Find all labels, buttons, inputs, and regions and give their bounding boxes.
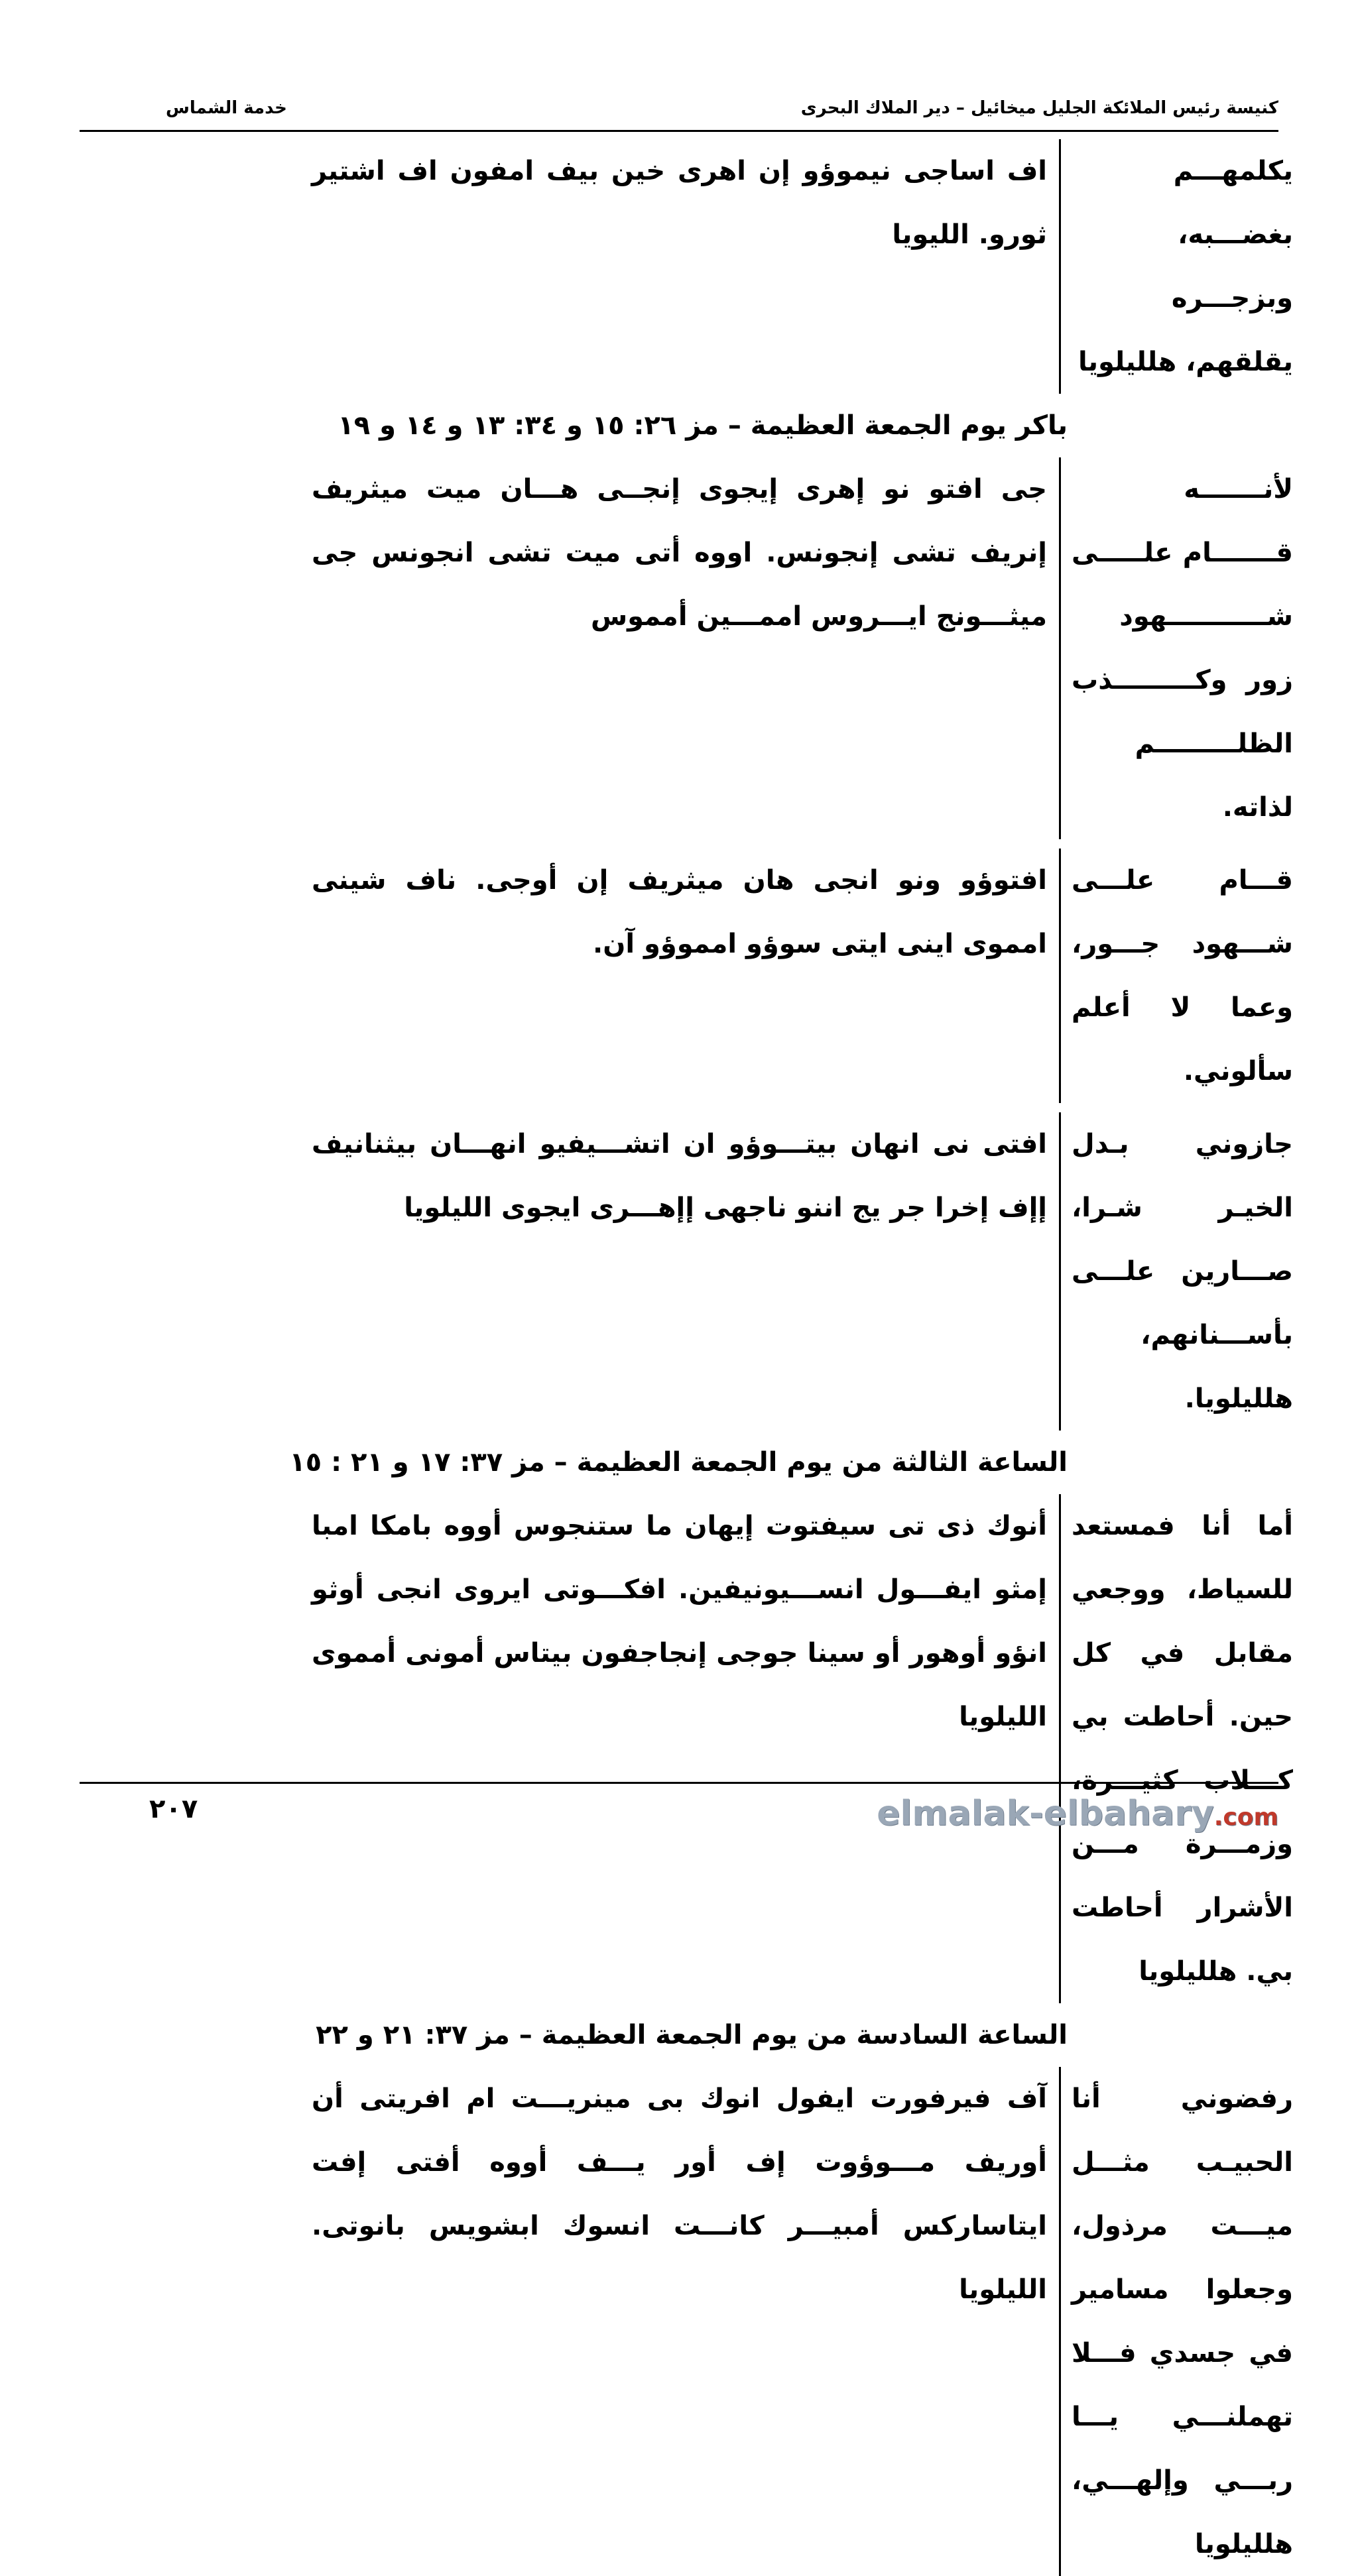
logo-tld: .com bbox=[1213, 1804, 1278, 1831]
verse-row bbox=[312, 1494, 1293, 2003]
coptic-transliteration: افتى نى انهان بيتـــوؤو ان اتشـــيفيو انهـــان بيثنانيف إإف إخرا جر يج اننو ناجهى إإهـــرى ايجوى الليلويا bbox=[312, 1112, 1061, 1431]
verse-row bbox=[312, 849, 1293, 1103]
block-0 bbox=[312, 139, 1293, 394]
service-title: خدمة الشماس bbox=[166, 98, 287, 118]
page-number: ٢٠٧ bbox=[149, 1794, 198, 1824]
page-header bbox=[80, 93, 1278, 132]
verse-row bbox=[312, 1112, 1293, 1431]
block-3 bbox=[312, 2003, 1293, 2576]
coptic-transliteration: افتوؤو ونو انجى هان ميثريف إن أوجى. ناف شينى امموى اينى ايتى سوؤو امموؤو آن. bbox=[312, 849, 1061, 1103]
section-heading: الساعة السادسة من يوم الجمعة العظيمة – مز ٣٧: ٢١ و ٢٢ bbox=[316, 2020, 1068, 2050]
block-2 bbox=[289, 1431, 1293, 2003]
coptic-transliteration: اف اساجى نيموؤو إن اهرى خين بيف امفون اف اشتير ثورو. الليويا bbox=[312, 139, 1061, 394]
coptic-transliteration: آف فيرفورت ايفول انوك بى مينريـــت ام افريتى أن أوريف مـــوؤوت إف أور يـــف أووه أفتى إفت ايتاساركس أمبيـــر كانـــت انسوك ابشويس بانوتى. الليلويا bbox=[312, 2067, 1061, 2576]
verse-row bbox=[312, 2067, 1293, 2576]
arabic-text: قـــام علـــى شـــهود جـــور، وعما لا أعلم سألوني. bbox=[1072, 865, 1293, 1086]
block-1 bbox=[312, 394, 1293, 1431]
verse-row bbox=[312, 139, 1293, 394]
church-title: كنيسة رئيس الملائكة الجليل ميخائيل – دير الملاك البحرى bbox=[800, 98, 1278, 118]
footer-divider bbox=[80, 1782, 1278, 1784]
coptic-transliteration: جى افتو نو إهرى إيجوى إنجــى هـــان ميت ميثريف إنريف تشى إنجونس. اووه أتى ميت تشى انجونس جى ميثـــونج ايـــروس اممـــين أمموس bbox=[312, 457, 1061, 839]
logo-text: elmalak-elbahary bbox=[877, 1794, 1214, 1834]
arabic-text: رفضوني أنا الحبيـب مثـــل ميـــت مرذول، وجعلوا مسامير في جسدي فـــلا تهملنـــي يـــا ربـــي وإلهـــي، هلليلويا bbox=[1072, 2083, 1293, 2559]
arabic-text: جازوني بـدل الخيـر شـرا، صـــارين علـــى بأســـنانهم، هلليلويا. bbox=[1072, 1129, 1293, 1414]
arabic-text: يكلمهـــم بغضـــبه، وبزجـــره يقلقهم، هلليلويا bbox=[1078, 156, 1293, 377]
arabic-text: أما أنا فمستعد للسياط، ووجعي مقابل في كل حين. أحاطت بي كـــلاب كثيـــرة، وزمـــرة مـــن الأشرار أحاطت بي. هلليلويا bbox=[1072, 1511, 1293, 1987]
verse-row bbox=[312, 457, 1293, 839]
section-heading: الساعة الثالثة من يوم الجمعة العظيمة – مز ٣٧: ١٧ و ٢١ : ١٥ bbox=[289, 1447, 1068, 1478]
arabic-text: لأنـــــــه قـــــــام علـــــى شـــــــــــهود زور وكـــــــــذب الظلـــــــــم لذاته. bbox=[1072, 474, 1293, 823]
coptic-transliteration: أنوك ذى تى سيفتوت إيهان ما ستنجوس أووه بامكا امبا إمثو ايفـــول انســـيونيفين. افكـــوتى ايروى انجى أوثو انؤو أوهور أو سينا جوجى إنجاجفون بيتاس أمونى أمموى الليلويا bbox=[312, 1494, 1061, 2003]
site-logo bbox=[877, 1794, 1278, 1834]
hymn-content bbox=[289, 139, 1293, 2576]
section-heading: باكر يوم الجمعة العظيمة – مز ٢٦: ١٥ و ٣٤: ١٣ و ١٤ و ١٩ bbox=[338, 410, 1068, 441]
